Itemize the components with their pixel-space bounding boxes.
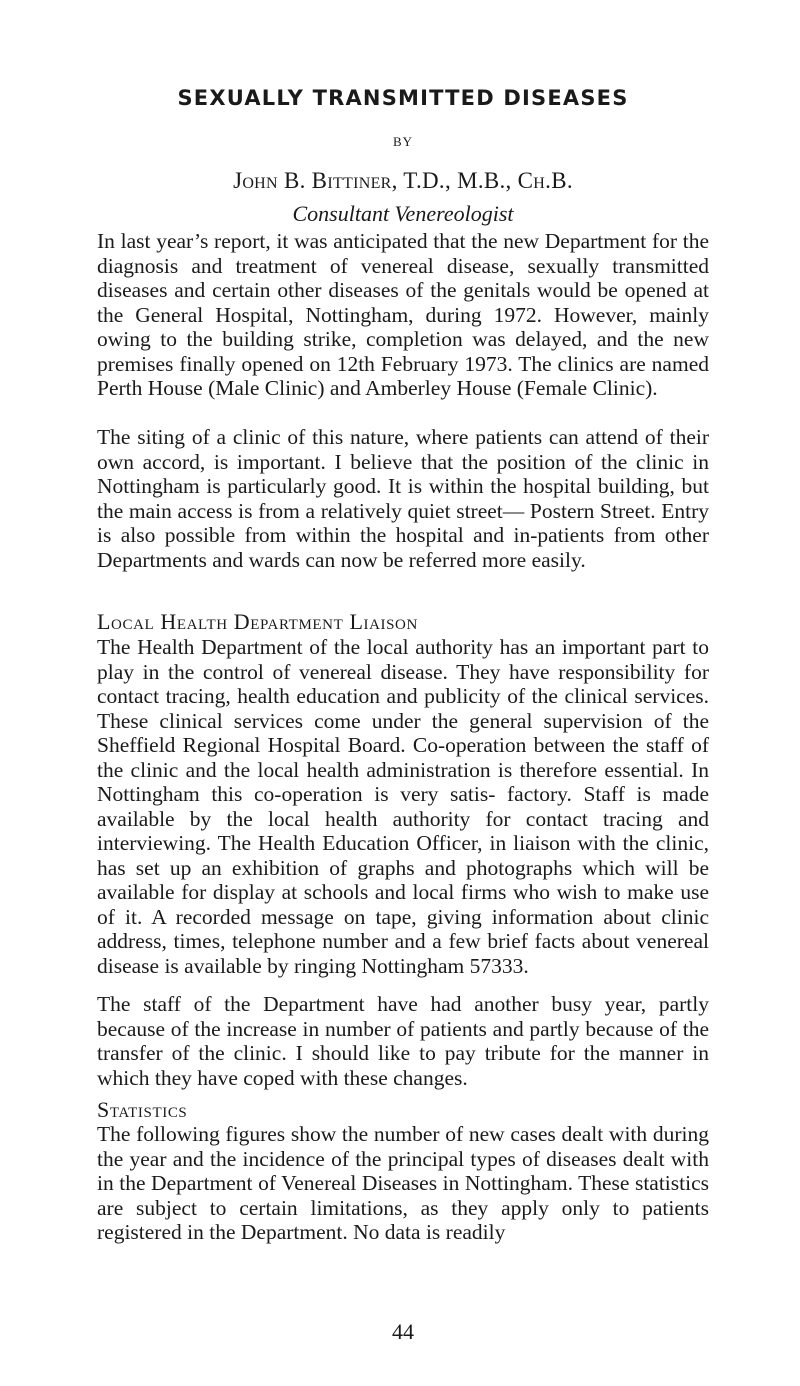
heading-local-health-liaison: Local Health Department Liaison <box>97 609 418 634</box>
document-title: SEXUALLY TRANSMITTED DISEASES <box>177 86 629 110</box>
paragraph-clinic-siting: The siting of a clinic of this nature, where patients can attend of their own accord, is important. I believe that the position of the clinic in Nottingham is particularly good. It is within the hospital building, but the main access is from a relatively quiet street— Postern Street. Entry is also possible from within the hospital and in-patients from other Departments and wards can now be referred more easily. <box>97 425 709 572</box>
paragraph-staff-tribute: The staff of the Department have had another busy year, partly because of the increase in number of patients and partly because of the transfer of the clinic. I should like to pay tribute for the manner in which they have coped with these changes. <box>97 992 709 1090</box>
paragraph-liaison: The Health Department of the local authority has an important part to play in the control of venereal disease. They have responsibility for contact tracing, health education and publicity of the clinical services. These clinical services come under the general supervision of the Sheffield Regional Hospital Board. Co-operation between the staff of the clinic and the local health administration is therefore essential. In Nottingham this co-operation is very satis- factory. Staff is made available by the local health authority for contact tracing and interviewing. The Health Education Officer, in liaison with the clinic, has set up an exhibition of graphs and photographs which will be available for display at schools and local firms who wish to make use of it. A recorded message on tape, giving information about clinic address, times, telephone number and a few brief facts about venereal disease is available by ringing Nottingham 57333. <box>97 635 709 978</box>
heading-statistics: Statistics <box>97 1097 188 1122</box>
author-role: Consultant Venereologist <box>292 201 514 226</box>
author-name: John B. Bittiner, T.D., M.B., Ch.B. <box>233 168 573 193</box>
paragraph-statistics: The following figures show the number of new cases dealt with during the year and the incidence of the principal types of diseases dealt with in the Department of Venereal Diseases in Nottingham. These statistics are subject to certain limitations, as they apply only to patients registered in the Department. No data is readily <box>97 1122 709 1244</box>
page-number: 44 <box>392 1319 414 1344</box>
byline-by: BY <box>392 134 414 149</box>
paragraph-intro: In last year’s report, it was anticipated that the new Department for the diagnosis and treatment of venereal disease, sexually transmitted diseases and certain other diseases of the genitals would be opened at the General Hospital, Nottingham, during 1972. However, mainly owing to the building strike, completion was delayed, and the new premises finally opened on 12th February 1973. The clinics are named Perth House (Male Clinic) and Amberley House (Female Clinic). <box>97 229 709 400</box>
